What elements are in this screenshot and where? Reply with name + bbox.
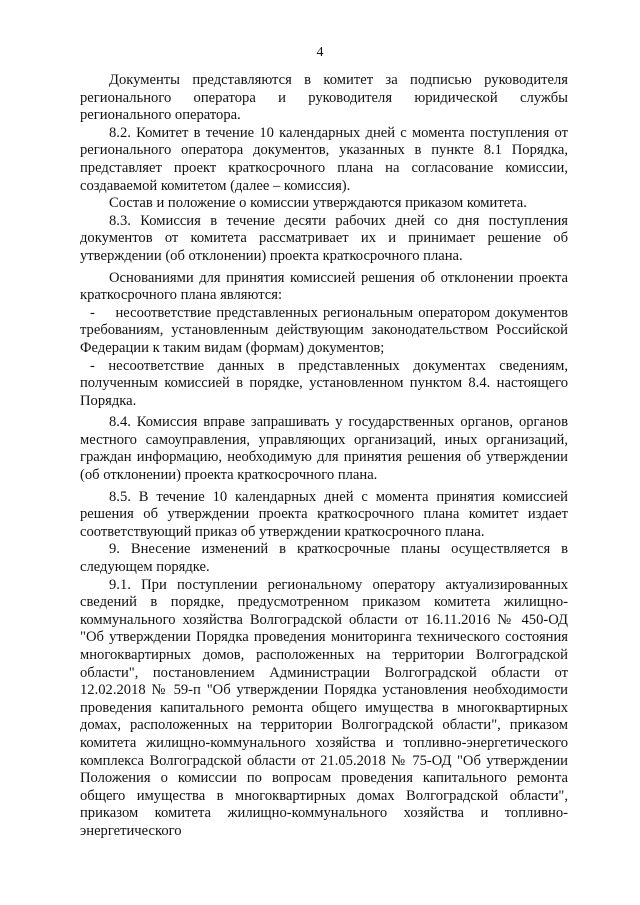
paragraph-9-1: 9.1. При поступлении региональному оператору актуализированных сведений в порядке, предусмотренном приказом комитета жилищно-коммунального хозяйства Волгоградской области от 16.11.2016 № 450-ОД "Об утверждении Порядка проведения мониторинга технического состояния многоквартирных домов, расположенных на территории Волгоградской области", постановлением Администрации Волгоградской области от 12.02.2018 № 59-п "Об утверждении Порядка установления необходимости проведения капитального ремонта общего имущества в многоквартирных домах, расположенных на территории Волгоградской области", приказом комитета жилищно-коммунального хозяйства и топливно-энергетического комплекса Волгоградской области от 21.05.2018 № 75-ОД "Об утверждении Положения о комиссии по вопросам проведения капитального ремонта общего имущества в многоквартирных домах Волгоградской области", приказом комитета жилищно-коммунального хозяйства и топливно-энергетического <box>80 576 568 839</box>
paragraph-8-5: 8.5. В течение 10 календарных дней с момента принятия комиссией решения об утверждении проекта краткосрочного плана комитет издает соответствующий приказ об утверждении краткосрочного плана. <box>80 488 568 540</box>
paragraph-9: 9. Внесение изменений в краткосрочные планы осуществляется в следующем порядке. <box>80 541 568 576</box>
paragraph-8-2: 8.2. Комитет в течение 10 календарных дней с момента поступления от регионального оператора документов, указанных в пункте 8.1 Порядка, представляет проект краткосрочного плана на согласование комиссии, создаваемой комитетом (далее – комиссия). <box>80 124 568 194</box>
paragraph-8-4: 8.4. Комиссия вправе запрашивать у государственных органов, органов местного самоуправления, управляющих организаций, иных организаций, граждан информацию, необходимую для принятия решения об утверждении (об отклонении) проекта краткосрочного плана. <box>80 414 568 484</box>
paragraph-8-3: 8.3. Комиссия в течение десяти рабочих дней со дня поступления документов от комитета рассматривает их и принимает решение об утверждении (об отклонении) проекта краткосрочного плана. <box>80 212 568 264</box>
document-body <box>80 72 568 841</box>
paragraph-documents-submission: Документы представляются в комитет за подписью руководителя регионального оператора и руководителя юридической службы регионального оператора. <box>80 72 568 124</box>
paragraph-commission-composition: Состав и положение о комиссии утверждаются приказом комитета. <box>109 195 527 212</box>
list-item-ground-1: - несоответствие представленных региональным оператором документов требованиям, установленным действующим законодательством Российской Федерации к таким видам (формам) документов; <box>80 304 568 356</box>
paragraph-rejection-grounds: Основаниями для принятия комиссией решения об отклонении проекта краткосрочного плана являются: <box>80 269 568 304</box>
list-item-ground-2: - несоответствие данных в представленных документах сведениям, полученным комиссией в порядке, установленном пунктом 8.4. настоящего Порядка. <box>80 357 568 409</box>
page-number: 4 <box>316 45 324 60</box>
